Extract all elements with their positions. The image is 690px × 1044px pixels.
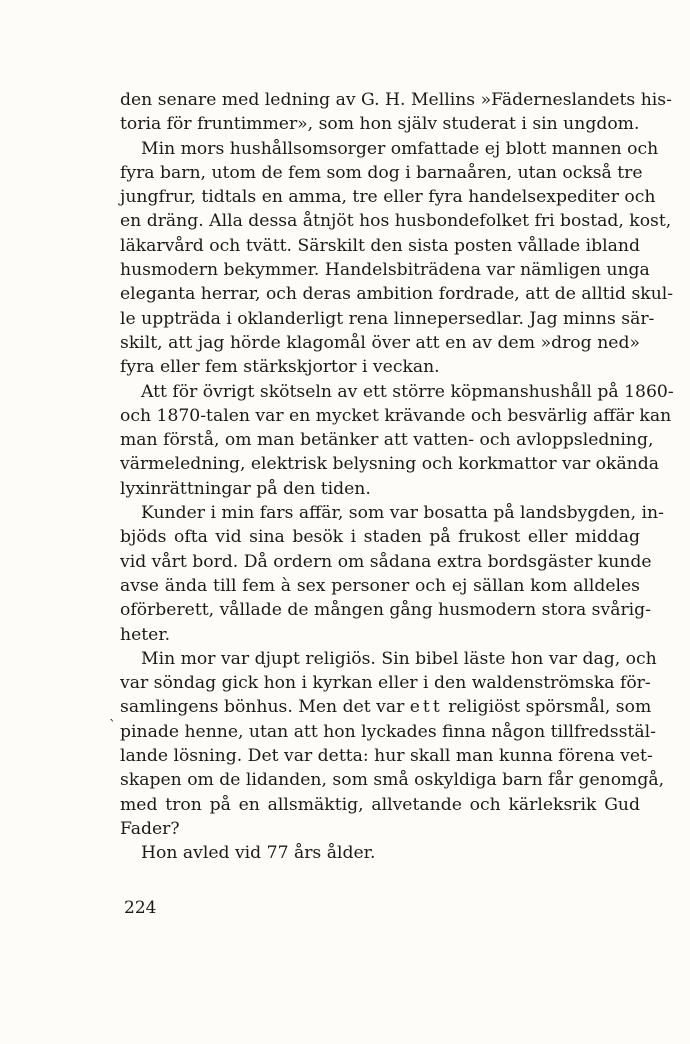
text-line: en dräng. Alla dessa åtnjöt hos husbondefolket fri bostad, kost, (120, 211, 672, 232)
text-line: skapen om de lidanden, som små oskyldiga barn får genomgå, (120, 770, 665, 791)
text-line: fyra barn, utom de fem som dog i barnaåren, utan också tre (120, 162, 643, 183)
text-line: bjöds ofta vid sina besök i staden på frukost eller middag (120, 527, 640, 548)
text-line: oförberett, vållade de mången gång husmodern stora svårig- (120, 600, 651, 621)
stray-ink-mark: ` (109, 718, 116, 734)
text-line: värmeledning, elektrisk belysning och korkmattor var okända (120, 454, 660, 475)
text-line: fyra eller fem stärkskjortor i veckan. (120, 357, 440, 378)
text-line: jungfrur, tidtals en amma, tre eller fyra handelsexpediter och (120, 187, 656, 208)
body-text (120, 88, 674, 866)
text-line: med tron på en allsmäktig, allvetande och kärleksrik Gud (120, 794, 640, 815)
text-line: husmodern bekymmer. Handelsbiträdena var nämligen unga (120, 260, 650, 281)
text-line: man förstå, om man betänker att vatten- och avloppsledning, (120, 430, 654, 451)
paragraph-start-line: Att för övrigt skötseln av ett större köpmanshushåll på 1860- (141, 381, 674, 402)
text-line: och 1870-talen var en mycket krävande och besvärlig affär kan (120, 405, 672, 426)
text-line: skilt, att jag hörde klagomål över att en av dem »drog ned» (120, 332, 640, 353)
text-segment: religiöst spörsmål, som (442, 697, 652, 718)
paragraph-start-line: Hon avled vid 77 års ålder. (141, 843, 376, 864)
emphasized-word: ett (409, 697, 443, 718)
text-line: den senare med ledning av G. H. Mellins »Fäderneslandets his- (120, 90, 672, 110)
text-line: vid vårt bord. Då ordern om sådana extra bordsgäster kunde (120, 551, 652, 572)
text-line: toria för fruntimmer», som hon själv studerat i sin ungdom. (120, 114, 640, 135)
text-line: var söndag gick hon i kyrkan eller i den waldenströmska för- (120, 673, 651, 694)
text-line: heter. (120, 624, 171, 645)
text-segment: samlingens bönhus. Men det var (120, 697, 410, 718)
paragraph-start-line: Kunder i min fars affär, som var bosatta på landsbygden, in- (141, 503, 664, 524)
paragraph-start-line: Min mors hushållsomsorger omfattade ej blott mannen och (141, 138, 659, 159)
text-line: lyxinrättningar på den tiden. (120, 478, 371, 499)
text-line: Fader? (120, 818, 180, 839)
text-line: lande lösning. Det var detta: hur skall man kunna förena vet- (120, 746, 653, 767)
paragraph-start-line: Min mor var djupt religiös. Sin bibel läste hon var dag, och (141, 648, 657, 669)
text-line: pinade henne, utan att hon lyckades finna någon tillfredsstäl- (120, 721, 656, 742)
text-line-with-emphasis (120, 695, 652, 719)
text-line: eleganta herrar, och deras ambition fordrade, att de alltid skul- (120, 284, 674, 305)
text-line: läkarvård och tvätt. Särskilt den sista posten vållade ibland (120, 235, 640, 256)
page-number: 224 (124, 898, 157, 918)
text-line: le uppträda i oklanderligt rena linnepersedlar. Jag minns sär- (120, 308, 655, 329)
text-line: avse ända till fem à sex personer och ej sällan kom alldeles (120, 575, 640, 596)
